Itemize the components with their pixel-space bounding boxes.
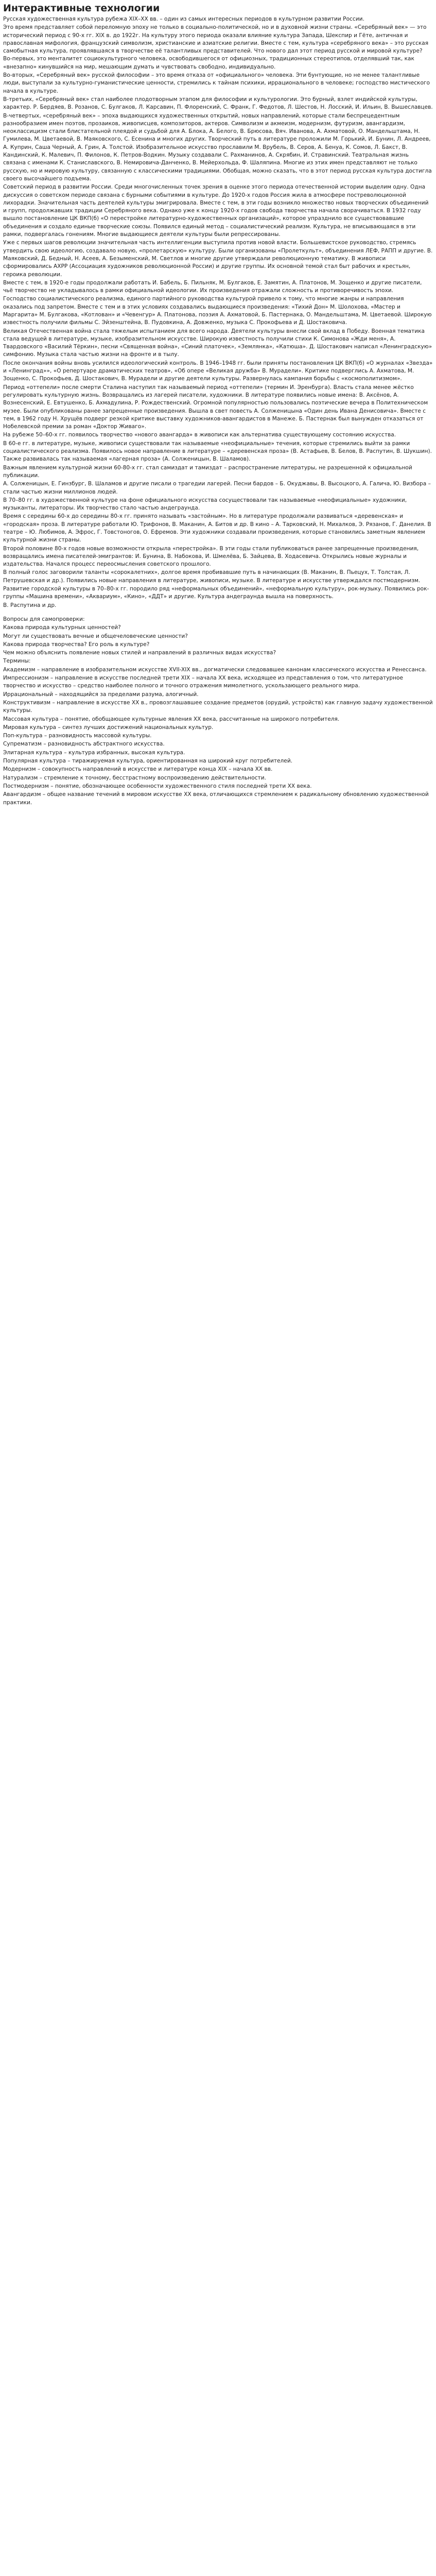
paragraph: В 60-е гг. в литературе, музыке, живописи существовали так называемые «неофициальные» течения, которые стремились выйти за рамки социалистического реализма. Появилось новое направление в литературе – «деревенская проза» (В. Астафьев, В. Белов, В. Распутин, В. Шукшин). Также развивалась так называемая «лагерная проза» (А. Солженицын, В. Шаламов). — [3, 440, 432, 463]
term-item: Супрематизм – разновидность абстрактного искусства. — [3, 741, 165, 748]
paragraph: Великая Отечественная война стала тяжелым испытанием для всего народа. Деятели культуры внесли свой вклад в Победу. Военная тематика стала ведущей в литературе, музыке, изобразительном искусстве. Широкую известность получили стихи К. Симонова «Жди меня», А. Твардовского «Василий Тёркин», песни «Священная война», «Синий платочек», «Землянка», «Катюша». Д. Шостакович написал «Ленинградскую» симфонию. Музыка стала частью жизни на фронте и в тылу. — [3, 328, 432, 358]
term-item: Натурализм – стремление к точному, бесстрастному воспроизведению действительности. — [3, 774, 266, 781]
paragraph: А. Солженицын, Е. Гинзбург, В. Шаламов и другие писали о трагедии лагерей. Песни бардов – Б. Окуджавы, В. Высоцкого, А. Галича, Ю. Визбора – стали частью жизни миллионов людей. — [3, 481, 431, 495]
paragraph: Развитие городской культуры в 70–80-х гг. породило ряд «неформальных объединений», «неформальную культуру», рок-музыку. Появились рок-группы «Машина времени», «Аквариум», «Кино», «ДДТ» и другие. Культура андеграунда вышла на поверхность. — [3, 586, 429, 600]
question-item: Какова природа творчества? Его роль в культуре? — [3, 641, 150, 648]
term-item: Конструктивизм – направление в искусстве XX в., провозглашавшее создание предметов (орудий, устройств) как главную задачу художественной культуры. — [3, 699, 433, 714]
term-item: Импрессионизм – направление в искусстве последней трети XIX – начала XX века, исходящее из представления о том, что литературное творчество и искусство – средство наиболее полного и точного отражения мимолетного, ускользающего реального мира. — [3, 675, 404, 689]
page-title: Интерактивные технологии — [3, 3, 160, 14]
paragraph: Это время представляет собой переломную эпоху не только в социально-политической, но и в духовной жизни страны. «Серебряный век» — это исторический период с 90-х гг. XIX в. до 1922г. На культуру этого периода оказали влияние культура Запада, Шекспир и Гёте, античная и православная мифология, французский символизм, христианские и азиатские религии. Вместе с тем, культура «серебряного века» – это русская самобытная культура, проявлявшаяся в творчестве её талантливых представителей. Что нового дал этот период русской и мировой культуре? Во-первых, это менталитет социокультурного человека, освободившегося от официозных, традиционных стереотипов, отделявший так, как «внезапно» кинувшийся на мир, мешающим думать и чувствовать свободно, индивидуально. — [3, 24, 429, 70]
paragraph: В 70–80 гг. в художественной культуре на фоне официального искусства сосуществовали так называемые «неофициальные» художники, музыканты, литераторы. Их творчество стало частью андеграунда. — [3, 497, 407, 512]
paragraph: Время с середины 60-х до середины 80-х гг. принято называть «застойным». Но в литературе продолжали развиваться «деревенская» и «городская» проза. В литературе работали Ю. Трифонов, В. Маканин, А. Битов и др. В кино – А. Тарковский, Н. Михалков, Э. Рязанов, Г. Данелия. В театре – Ю. Любимов, А. Эфрос, Г. Товстоногов, О. Ефремов. Эти художники создавали произведения, которые становились заметным явлением культурной жизни страны. — [3, 513, 431, 544]
term-item: Массовая культура – понятие, обобщающее культурные явления XX века, рассчитанные на широкого потребителя. — [3, 716, 340, 722]
paragraph: На рубеже 50–60-х гг. появилось творчество «нового авангарда» в живописи как альтернатива существующему состоянию искусства. — [3, 432, 396, 438]
paragraph: Во-вторых, «Серебряный век» русской философии – это время отказа от «официального» человека. Эти бунтующие, но не менее талантливые люди, выступали за культурно-гуманистические ценности, стремились к тайнам психики, иррационального в человеке; господство мистического начала в культуре. — [3, 72, 430, 94]
paragraph: В полный голос заговорили таланты «сорокалетних», долгое время пробивавшие путь в начинающих (В. Маканин, В. Пьецух, Т. Толстая, Л. Петрушевская и др.). Появились новые направления в литературе, живописи, музыке. В литературе и искусстве утверждался постмодернизм. — [3, 569, 421, 584]
paragraph: Второй половине 80-х годов новые возможности открыла «перестройка». В эти годы стали публиковаться ранее запрещенные произведения, возвращались имена писателей-эмигрантов: И. Бунина, В. Набокова, И. Шмелёва, Б. Зайцева, В. Ходасевича. Открылись новые журналы и издательства. Начался процесс переосмысления советского прошлого. — [3, 545, 419, 568]
paragraph: Господство социалистического реализма, единого партийного руководства культурой привело к тому, что многие жанры и направления оказались под запретом. Вместе с тем и в этих условиях создавались выдающиеся произведения: «Тихий Дон» М. Шолохова, «Мастер и Маргарита» М. Булгакова, «Котлован» и «Чевенгур» А. Платонова, поэзия А. Ахматовой, Б. Пастернака, О. Мандельштама, М. Цветаевой. Широкую известность получили фильмы С. Эйзенштейна, В. Пудовкина, А. Довженко, музыка С. Прокофьева и Д. Шостаковича. — [3, 296, 432, 326]
article-body — [3, 15, 433, 807]
paragraph: В. Распутина и др. — [3, 602, 57, 608]
term-item: Академизм – направление в изобразительном искусстве XVII-XIX вв., догматически следовавшее канонам классического искусства и Ренессанса. — [3, 666, 427, 673]
paragraph: Русская художественная культура рубежа XIX–XX вв. – один из самых интересных периодов в культурном развитии России. — [3, 16, 364, 22]
paragraph: Уже с первых шагов революции значительная часть интеллигенции выступила против новой власти. Большевистское руководство, стремясь утвердить свою идеологию, создавало новую, «пролетарскую» культуру. Были организованы «Пролеткульт», объединения ЛЕФ, РАПП и другие. В. Маяковский, Д. Бедный, Н. Асеев, А. Безыменский, М. Светлов и многие другие утверждали революционную тематику. В живописи сформировались АХРР (Ассоциация художников революционной России) и другие группы. Их основной темой стал быт рабочих и крестьян, героика революции. — [3, 240, 433, 278]
paragraph: В-третьих, «Серебряный век» стал наиболее плодотворным этапом для философии и культурологии. Это бурный, взлет индийской культуры, характер. Р. Бердяев, В. Розанов, С. Булгаков, Л. Карсавин, П. Флоренский, С. Франк, Г. Федотов, Л. Шестов, Н. Лосский, И. Ильин, В. Вышеславцев. — [3, 96, 433, 111]
paragraph: Вместе с тем, в 1920-е годы продолжали работать И. Бабель, Б. Пильняк, М. Булгаков, Е. Замятин, А. Платонов, М. Зощенко и другие писатели, чьё творчество не укладывалось в рамки официальной идеологии. Их произведения отражали сложность и противоречивость эпохи. — [3, 279, 422, 294]
term-item: Популярная культура – тиражируемая культура, ориентированная на широкий круг потребителей. — [3, 758, 293, 765]
question-item: Могут ли существовать вечные и общечеловеческие ценности? — [3, 633, 188, 639]
questions-heading: Вопросы для самопроверки: — [3, 616, 85, 622]
term-item: Авангардизм – общее название течений в мировом искусстве XX века, отличающихся стремлением к радикальному обновлению художественной практики. — [3, 791, 429, 806]
term-item: Постмодернизм – понятие, обозначающее особенности художественного стиля последней трети XX века. — [3, 783, 312, 789]
term-item: Поп-культура – разновидность массовой культуры. — [3, 733, 152, 739]
term-item: Модернизм – совокупность направлений в искусстве и литературе конца XIX – начала XX вв. — [3, 766, 273, 773]
paragraph: В-четвертых, «серебряный век» – эпоха выдающихся художественных открытий, новых направлений, которые стали беспрецедентным разнообразием имен поэтов, прозаиков, живописцев, композиторов, актеров. Символизм и акмеизм, модернизм, футуризм, авангардизм, неоклассицизм стали блистательной плеядой и судьбой для А. Блока, А. Белого, В. Брюсова, Вяч. Иванова, А. Ахматовой, О. Мандельштама, Н. Гумилева, М. Цветаевой, В. Маяковского, С. Есенина и многих других. Творческий путь в литературе проложили М. Горький, И. Бунин, Л. Андреев, А. Куприн, Саша Черный, А. Грин, А. Толстой. Изобразительное искусство прославили М. Врубель, В. Серов, А. Бенуа, К. Сомов, Л. Бакст, В. Кандинский, К. Малевич, П. Филонов, К. Петров-Водкин. Музыку создавали С. Рахманинов, А. Скрябин, И. Стравинский. Театральная жизнь связана с именами К. Станиславского, В. Немировича-Данченко, В. Мейерхольда, Ф. Шаляпина. Многие из этих имен представляют не только русскую, но и мировую культуру, связанную с классическими традициями. Обобщая, можно сказать, что в этот период русская культура достигла своего высочайшего подъема. — [3, 112, 432, 182]
question-item: Чем можно объяснить появление новых стилей и направлений в различных видах искусства? — [3, 650, 276, 656]
paragraph: После окончания войны вновь усилился идеологический контроль. В 1946–1948 гг. были приняты постановления ЦК ВКП(б) «О журналах «Звезда» и «Ленинград»», «О репертуаре драматических театров», «Об опере «Великая дружба» В. Мурадели». Критике подверглись А. Ахматова, М. Зощенко, С. Прокофьев, Д. Шостакович, В. Мурадели и другие деятели культуры. Развернулась кампания борьбы с «космополитизмом». — [3, 360, 433, 382]
term-item: Мировая культура – синтез лучших достижений национальных культур. — [3, 724, 214, 731]
paragraph: Период «оттепели» после смерти Сталина наступил так называемый период «оттепели» (термин И. Эренбурга). Власть стала менее жёстко регулировать культурную жизнь. Возвращались из лагерей писатели, художники. В литературе появились новые имена: В. Аксёнов, А. Вознесенский, Е. Евтушенко, Б. Ахмадулина, Р. Рождественский. Огромной популярностью пользовались поэтические вечера в Политехническом музее. Были опубликованы ранее запрещенные произведения. Вышла в свет повесть А. Солженицына «Один день Ивана Денисовича». Вместе с тем, в 1962 году Н. Хрущёв подверг резкой критике выставку художников-авангардистов в Манеже. Б. Пастернак был вынужден отказаться от Нобелевской премии за роман «Доктор Живаго». — [3, 384, 428, 430]
paragraph: Советский период в развитии России. Среди многочисленных точек зрения в оценке этого периода отечественной истории выделим одну. Одна дискуссия о советском периоде связана с бурными событиями в культуре. До 1920-х годов Россия жила в атмосфере постреволюционной лихорадки. Значительная часть деятелей культуры эмигрировала. Вместе с тем, в эти годы возникло множество новых творческих объединений и групп, продолжавших традиции Серебряного века. Однако уже к концу 1920-х годов свобода творчества начала сворачиваться. В 1932 году вышло постановление ЦК ВКП(б) «О перестройке литературно-художественных организаций», которое упразднило все существовавшие объединения и создало единые творческие союзы. Появился единый метод – социалистический реализм. Культура, не вписывающаяся в эти рамки, подвергалась гонениям. Многие выдающиеся деятели культуры были репрессированы. — [3, 184, 429, 238]
question-item: Какова природа культурных ценностей? — [3, 624, 121, 631]
paragraph: Важным явлением культурной жизни 60-80-х гг. стал самиздат и тамиздат – распространение литературы, не разрешенной к официальной публикации. — [3, 464, 412, 479]
term-item: Иррациональный – находящийся за пределами разума, алогичный. — [3, 691, 199, 698]
term-item: Элитарная культура – культура избранных, высокая культура. — [3, 749, 185, 756]
terms-heading: Термины: — [3, 658, 31, 665]
section-spacer — [3, 610, 433, 616]
